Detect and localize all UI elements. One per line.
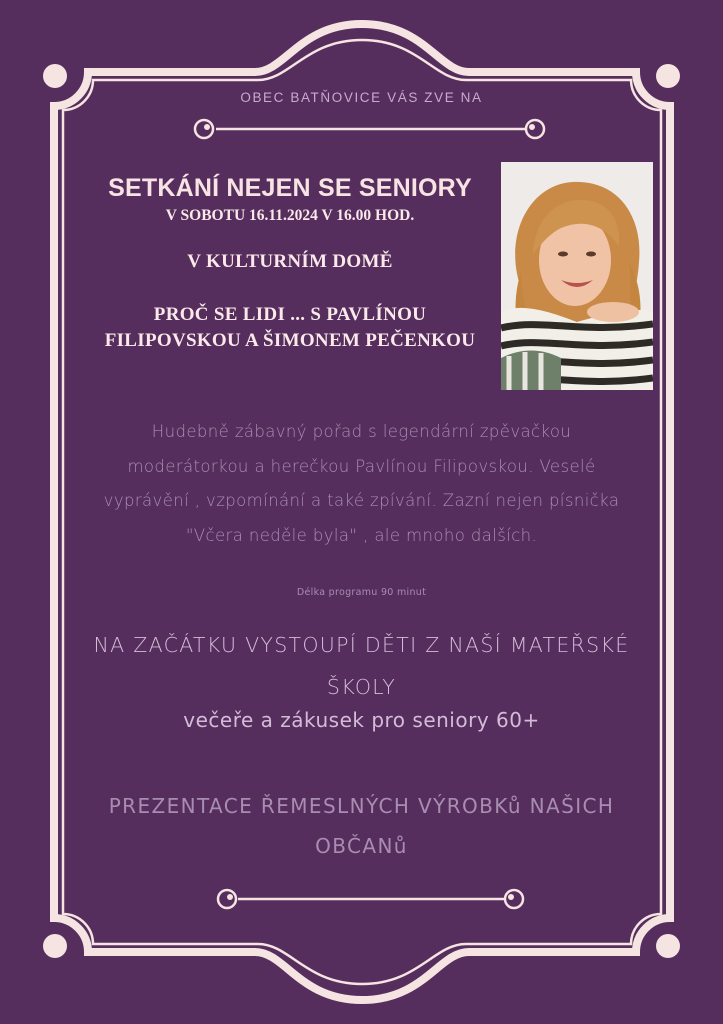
event-venue: V KULTURNÍM DOMĚ [187, 251, 393, 272]
event-date: V SOBOTU 16.11.2024 V 16.00 HOD. [165, 207, 415, 224]
program-description: Hudebně zábavný pořad s legendární zpěvačkou moderátorkou a herečkou Pavlínou Filipovskou. Veselé vyprávění , vzpomínání a také zpívání. Zazní nejen písnička "Včera neděle byla" , ale mnoho dalších. [103, 422, 620, 545]
page-title: SETKÁNÍ NEJEN SE SENIORY [108, 174, 472, 202]
kids-performance-line: NA ZAČÁTKU VYSTOUPÍ DĚTI Z NAŠÍ MATEŘSKÉ ŠKOLY [93, 633, 630, 699]
performer-photo [501, 162, 653, 390]
flourish-bottom-icon [218, 890, 523, 908]
flourish-top-icon [195, 120, 544, 138]
program-duration: Délka programu 90 minut [296, 587, 427, 598]
invite-line: OBEC BATŇOVICE VÁS ZVE NA [240, 90, 483, 105]
dinner-line: večeře a zákusek pro seniory 60+ [183, 708, 540, 732]
crafts-presentation-line: PREZENTACE ŘEMESLNÝCH VÝROBKů NAŠICH OBČANů [108, 794, 615, 858]
program-title: PROČ SE LIDI ... S PAVLÍNOU FILIPOVSKOU A ŠIMONEM PEČENKOU [104, 304, 476, 351]
